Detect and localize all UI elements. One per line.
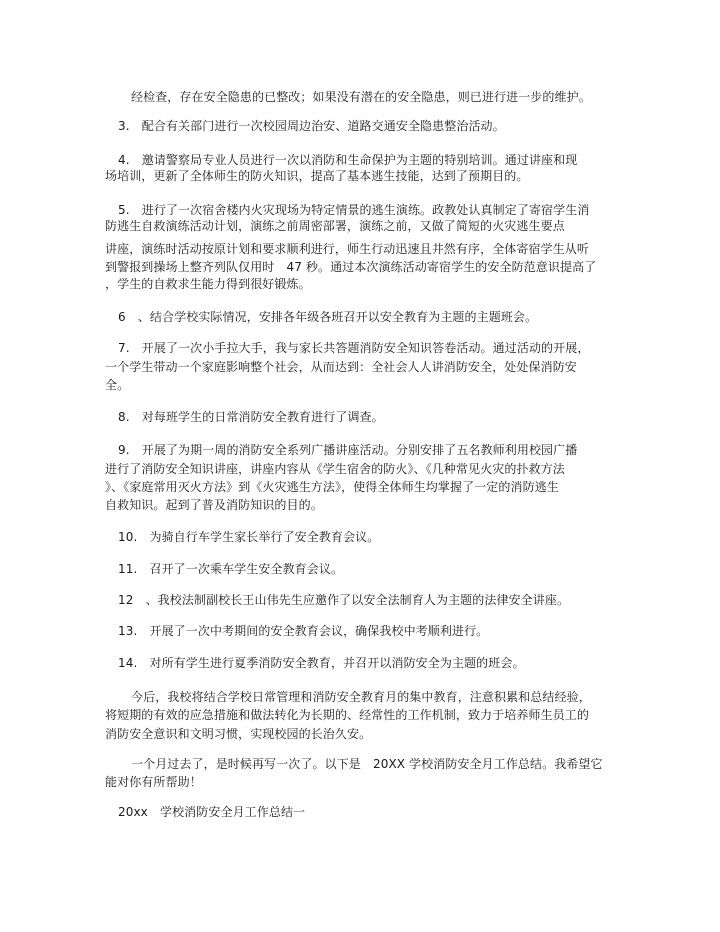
item-4-line-2: 场培训，更新了全体师生的防火知识，提高了基本逃生技能，达到了预期目的。: [105, 169, 529, 183]
item-14-line-1: 14. 对所有学生进行夏季消防安全教育，并召开以消防安全为主题的班会。: [118, 656, 525, 670]
conclusion-line-3: 消防安全意识和文明习惯，实现校园的长治久安。: [105, 727, 372, 741]
conclusion-line-2: 将短期的有效的应急措施和做法转化为长期的、经常性的工作机制，致力于培养师生员工的: [105, 708, 590, 722]
item-13-line-1: 13. 开展了一次中考期间的安全教育会议，确保我校中考顺利进行。: [118, 624, 489, 638]
paragraph-intro-line-1: 经检查，存在安全隐患的已整改；如果没有潜在的安全隐患，则已进行进一步的维护。: [131, 90, 591, 104]
conclusion-line-1: 今后，我校将结合学校日常管理和消防安全教育月的集中教育，注意积累和总结经验，: [131, 690, 591, 704]
item-5-line-3: 讲座，演练时活动按原计划和要求顺利进行，师生行动迅速且井然有序，全体寄宿学生从听: [105, 242, 590, 256]
item-6-line-1: 6 、结合学校实际情况，安排各年级各班召开以安全教育为主题的主题班会。: [118, 310, 538, 324]
item-5-line-1: 5. 进行了一次宿舍楼内火灾现场为特定情景的逃生演练。政教处认真制定了寄宿学生消: [118, 203, 590, 217]
item-5-line-4: 到警报到操场上整齐列队仅用时 47 秒。通过本次演练活动寄宿学生的安全防范意识提高了: [105, 260, 597, 274]
item-7-line-1: 7. 开展了一次小手拉大手，我与家长共答题消防安全知识答卷活动。通过活动的开展，: [118, 341, 590, 355]
item-9-line-3: 》、《家庭常用灭火方法》到《火灾逃生方法》，使得全体师生均掌握了一定的消防逃生: [105, 480, 559, 494]
item-5-line-2: 防逃生自救演练活动计划，演练之前周密部署，演练之前，又做了简短的火灾逃生要点: [105, 219, 565, 233]
item-4-line-1: 4. 邀请警察局专业人员进行一次以消防和生命保护为主题的特别培训。通过讲座和现: [118, 153, 578, 167]
item-9-line-1: 9. 开展了为期一周的消防安全系列广播讲座活动。分别安排了五名教师利用校园广播: [118, 443, 578, 457]
item-3-line-1: 3. 配合有关部门进行一次校园周边治安、道路交通安全隐患整治活动。: [118, 119, 505, 133]
item-11-line-1: 11. 召开了一次乘车学生安全教育会议。: [118, 562, 344, 576]
item-9-line-2: 进行了消防安全知识讲座，讲座内容从《学生宿舍的防火》、《几种常见火灾的扑救方法: [105, 462, 565, 476]
item-9-line-4: 自救知识。起到了普及消防知识的目的。: [105, 498, 323, 512]
next-section-title: 20xx 学校消防安全月工作总结一: [118, 805, 306, 819]
item-7-line-2: 一个学生带动一个家庭影响整个社会，从而达到：全社会人人讲消防安全，处处保消防安: [105, 360, 577, 374]
item-10-line-1: 10. 为骑自行车学生家长举行了安全教育会议。: [118, 530, 380, 544]
item-8-line-1: 8. 对每班学生的日常消防安全教育进行了调查。: [118, 410, 384, 424]
transition-line-2: 能对你有所帮助！: [105, 775, 202, 789]
item-12-line-1: 12 、我校法制副校长王山伟先生应邀作了以安全法制育人为主题的法律安全讲座。: [118, 593, 570, 607]
item-5-line-5: ，学生的自救求生能力得到很好锻炼。: [105, 277, 311, 291]
item-7-line-3: 全。: [105, 378, 130, 392]
transition-line-1: 一个月过去了，是时候再写一次了。以下是 20XX 学校消防安全月工作总结。我希望它: [131, 757, 603, 771]
